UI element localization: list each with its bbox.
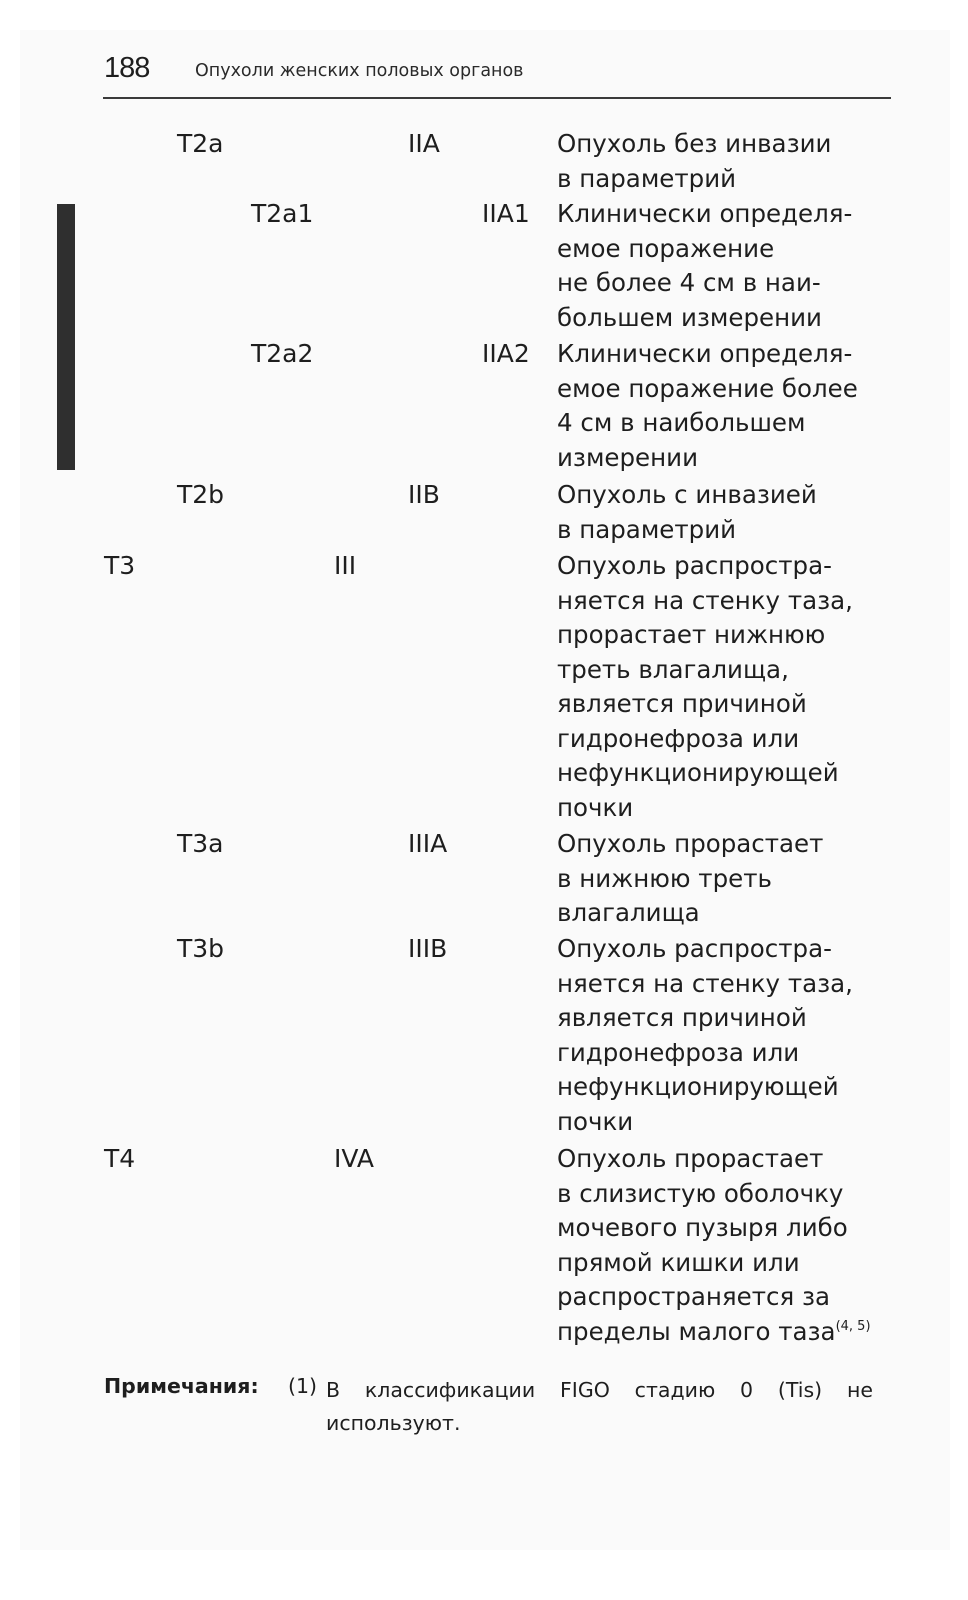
description-line: прорастает нижнюю: [557, 620, 826, 649]
description-line: [557, 1315, 871, 1350]
description-line: прямой кишки или: [557, 1247, 800, 1277]
description-line-text: пределы малого таза: [557, 1316, 836, 1346]
description-line: в слизистую оболочку: [557, 1178, 844, 1208]
description-line: в нижнюю треть: [557, 863, 772, 893]
t-category: T3: [104, 551, 136, 580]
description-line: большем измерении: [557, 302, 822, 332]
stage-description: [557, 827, 823, 931]
description-line: Клинически определя-: [557, 199, 853, 228]
description-line: треть влагалища,: [557, 654, 789, 684]
figo-stage: IIA: [408, 129, 440, 158]
description-line: почки: [557, 1106, 634, 1136]
description-line: Опухоль прорастает: [557, 1144, 824, 1173]
description-line: няется на стенку таза,: [557, 585, 853, 615]
stage-description: [557, 337, 858, 475]
description-line: измерении: [557, 442, 698, 472]
running-title: Опухоли женских половых органов: [195, 61, 524, 81]
description-line: является причиной: [557, 1003, 807, 1032]
description-line: Клинически определя-: [557, 339, 853, 368]
description-line: гидронефроза или: [557, 723, 800, 753]
figo-stage: IIA2: [482, 339, 530, 368]
description-line: емое поражение более: [557, 373, 858, 403]
description-line: Опухоль без инвазии: [557, 129, 832, 158]
description-line: почки: [557, 792, 634, 822]
stage-description: [557, 478, 817, 547]
description-line: Опухоль распростра-: [557, 551, 832, 580]
figo-stage: IIB: [408, 480, 440, 509]
description-line: Опухоль с инвазией: [557, 480, 817, 509]
stage-description: [557, 197, 852, 335]
figo-stage: IIIB: [408, 934, 448, 963]
stage-description: [557, 1142, 871, 1349]
figo-stage: III: [334, 551, 357, 580]
description-line: нефункционирующей: [557, 758, 839, 787]
t-category: T2a1: [251, 199, 314, 228]
description-line: не более 4 см в наи-: [557, 268, 821, 297]
description-line: нефункционирующей: [557, 1072, 839, 1101]
t-category: T2a2: [251, 339, 314, 368]
description-line: 4 см в наибольшем: [557, 408, 806, 437]
description-line: Опухоль прорастает: [557, 829, 824, 858]
figo-stage: IIA1: [482, 199, 530, 228]
description-line: в параметрий: [557, 514, 737, 544]
notes-label: Примечания:: [104, 1374, 259, 1398]
t-category: T3a: [177, 829, 224, 858]
description-line: в параметрий: [557, 163, 737, 193]
description-line: мочевого пузыря либо: [557, 1213, 848, 1242]
header-rule: [103, 97, 891, 99]
t-category: T2b: [177, 480, 225, 509]
revision-bar: [57, 204, 75, 470]
page-number: 188: [104, 52, 150, 84]
t-category: T3b: [177, 934, 225, 963]
description-line: няется на стенку таза,: [557, 968, 853, 998]
description-line: является причиной: [557, 689, 807, 718]
stage-description: [557, 932, 853, 1139]
t-category: T4: [104, 1144, 136, 1173]
description-line: влагалища: [557, 898, 700, 927]
t-category: T2a: [177, 129, 224, 158]
description-line: гидронефроза или: [557, 1037, 800, 1067]
description-line: Опухоль распростра-: [557, 934, 832, 963]
description-line: распространяется за: [557, 1282, 831, 1311]
note-number: (1): [288, 1374, 318, 1398]
figo-stage: IVA: [334, 1144, 374, 1173]
stage-description: [557, 549, 853, 825]
footnote-reference: (4, 5): [835, 1318, 871, 1334]
note-text: В классификации FIGO стадию 0 (Tis) не используют.: [326, 1378, 873, 1435]
figo-stage: IIIA: [408, 829, 448, 858]
description-line: емое поражение: [557, 233, 775, 263]
stage-description: [557, 127, 831, 196]
